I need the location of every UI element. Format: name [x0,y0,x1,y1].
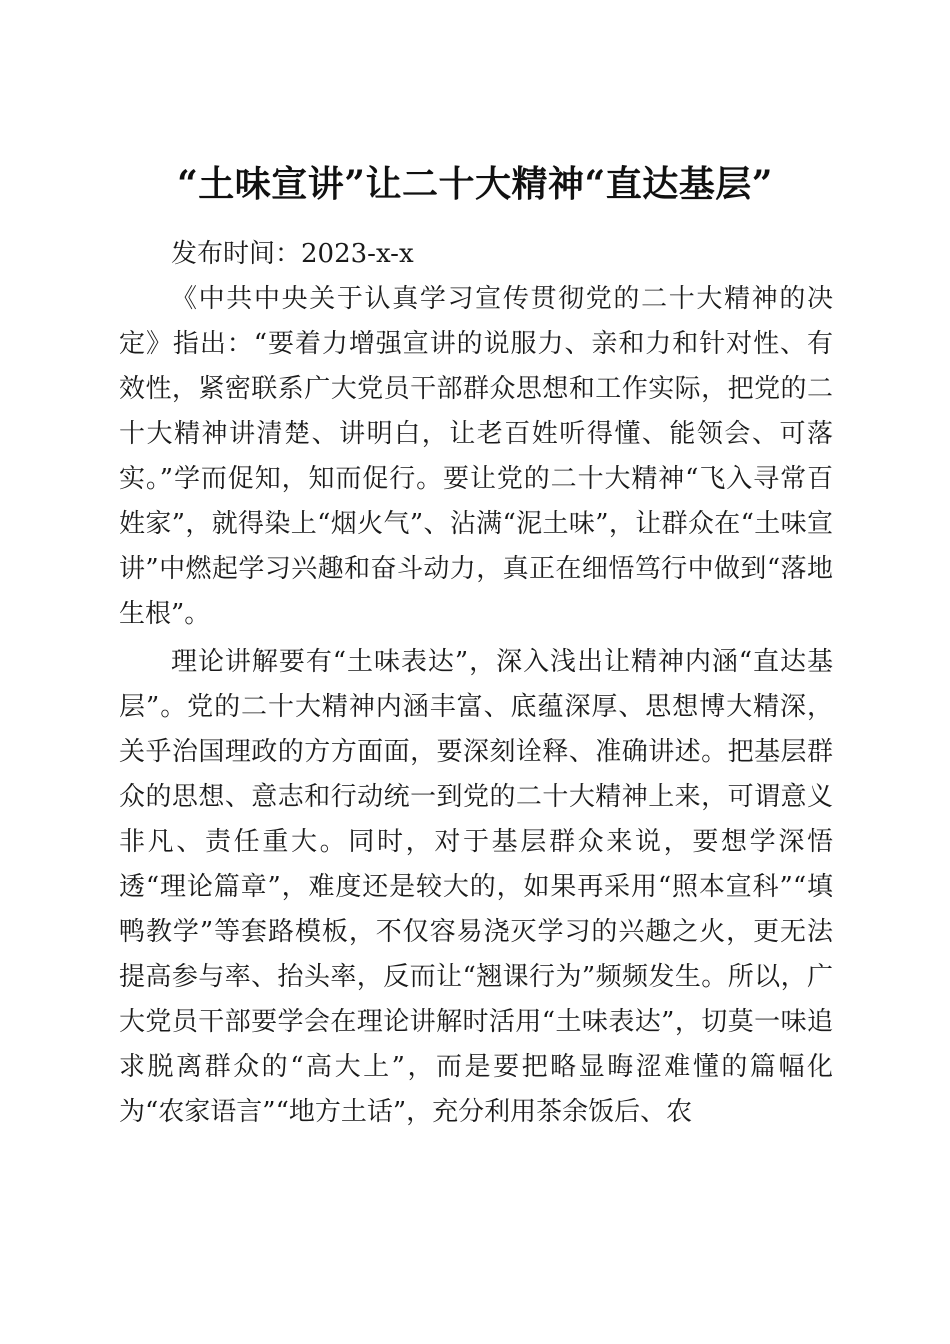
paragraph-1: 《中共中央关于认真学习宣传贯彻党的二十大精神的决定》指出：“要着力增强宣讲的说服力、亲和力和针对性、有效性，紧密联系广大党员干部群众思想和工作实际，把党的二十大精神讲清楚、讲明白，让老百姓听得懂、能领会、可落实。”学而促知，知而促行。要让党的二十大精神“飞入寻常百姓家”，就得染上“烟火气”、沾满“泥土味”，让群众在“土味宣讲”中燃起学习兴趣和奋斗动力，真正在细悟笃行中做到“落地生根”。 [119,284,833,629]
document-title: “土味宣讲”让二十大精神“直达基层” [177,163,773,206]
publish-date: 2023-x-x [301,239,414,269]
paragraph-2: 理论讲解要有“土味表达”，深入浅出让精神内涵“直达基层”。党的二十大精神内涵丰富、底蕴深厚、思想博大精深，关乎治国理政的方方面面，要深刻诠释、准确讲述。把基层群众的思想、意志和行动统一到党的二十大精神上来，可谓意义非凡、责任重大。同时，对于基层群众来说，要想学深悟透“理论篇章”，难度还是较大的，如果再采用“照本宣科”“填鸭教学”等套路模板，不仅容易浇灭学习的兴趣之火，更无法提高参与率、抬头率，反而让“翘课行为”频频发生。所以，广大党员干部要学会在理论讲解时活用“土味表达”，切莫一味追求脱离群众的“高大上”，而是要把略显晦涩难懂的篇幅化为“农家语言”“地方土话”，充分利用茶余饭后、农 [119,647,833,1127]
publish-label: 发布时间： [171,239,302,269]
document-body [119,232,833,1135]
publish-info [119,232,833,277]
